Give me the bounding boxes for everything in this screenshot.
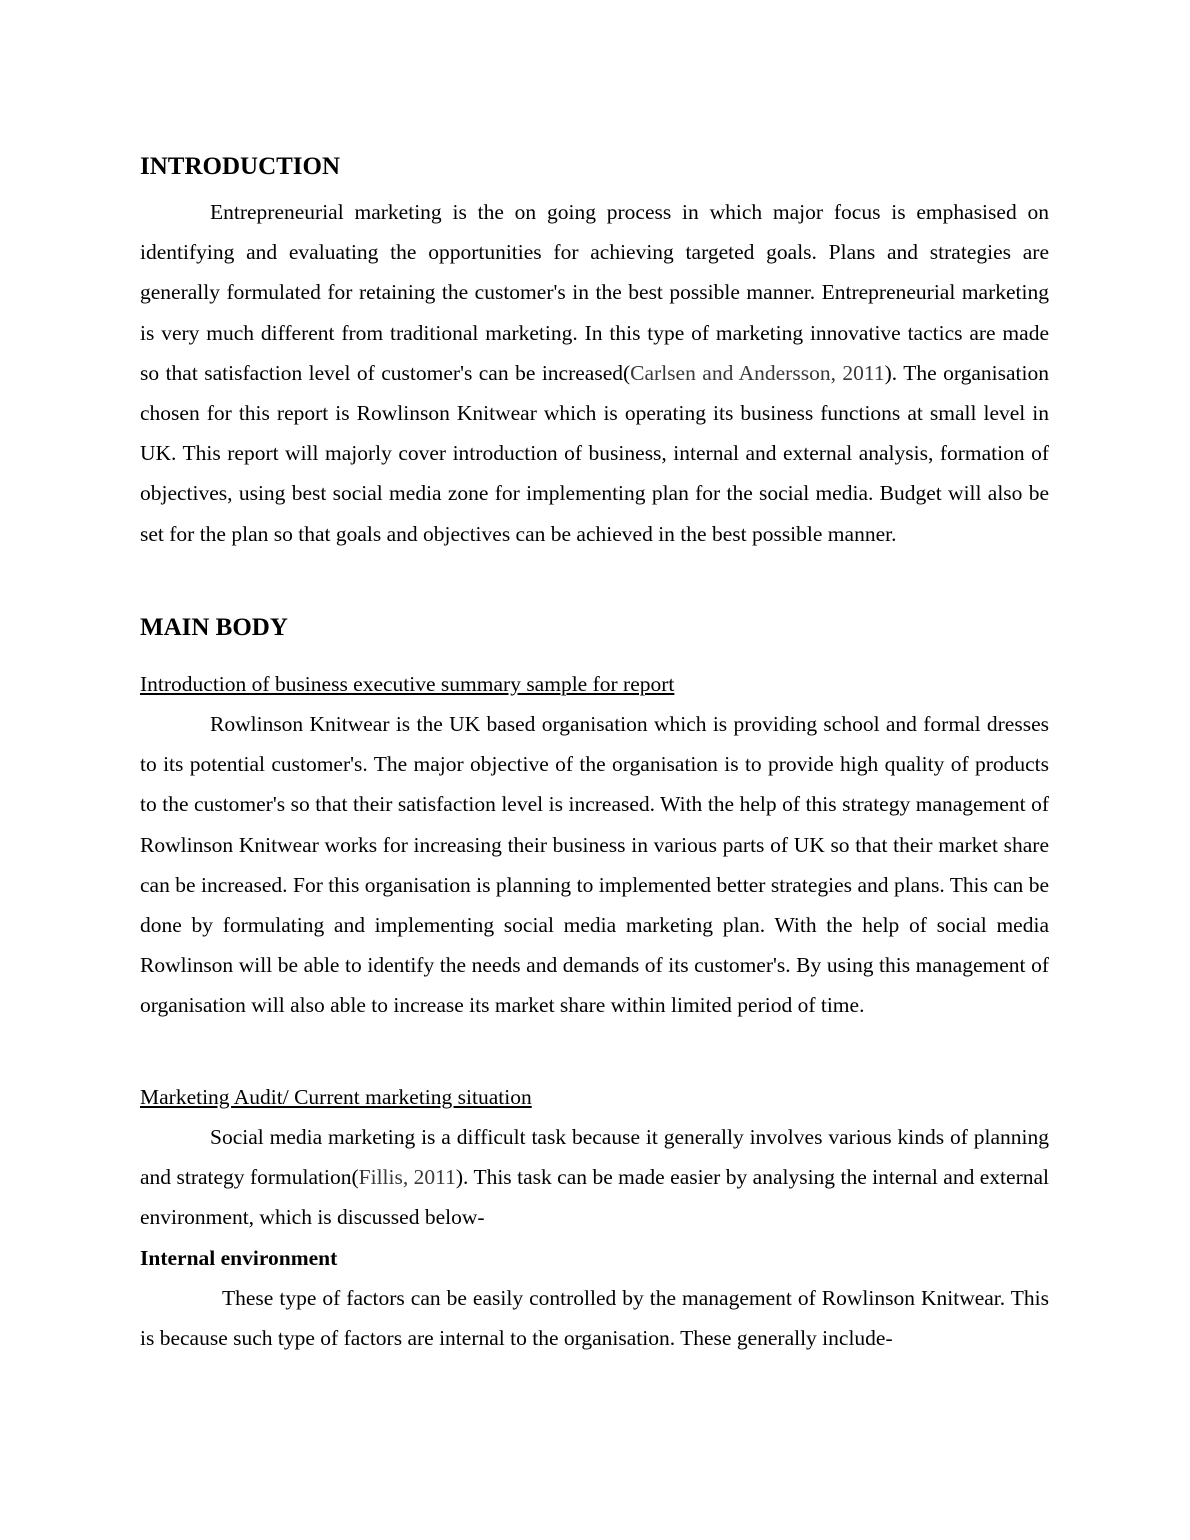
- introduction-paragraph: [140, 192, 1049, 554]
- main-body-heading: MAIN BODY: [140, 614, 288, 641]
- introduction-heading: INTRODUCTION: [140, 153, 341, 180]
- citation-fillis: Fillis, 2011: [358, 1165, 456, 1190]
- internal-environment-paragraph: These type of factors can be easily controlled by the management of Rowlinson Knitwear. This is because such type of factors are internal to the organisation. These generally include-: [140, 1286, 1049, 1351]
- citation-carlsen-andersson: Carlsen and Andersson, 2011: [630, 360, 885, 385]
- exec-summary-subheading: Introduction of business executive summary sample for report: [140, 672, 675, 696]
- introduction-text-part2: ). The organisation chosen for this report is Rowlinson Knitwear which is operating its business functions at small level in UK. This report will majorly cover introduction of business, internal and external analysis, formation of objectives, using best social media zone for implementing plan for the social media. Budget will also be set for the plan so that goals and objectives can be achieved in the best possible manner.: [140, 360, 1049, 546]
- audit-text-part1: Social media marketing is a difficult task because it generally involves various kinds of planning and strategy formulation(: [140, 1125, 1049, 1190]
- internal-environment-heading: Internal environment: [140, 1246, 338, 1270]
- marketing-audit-subheading: Marketing Audit/ Current marketing situation: [140, 1085, 532, 1109]
- introduction-text-part1: Entrepreneurial marketing is the on going process in which major focus is emphasised on identifying and evaluating the opportunities for achieving targeted goals. Plans and strategies are generally formulated for retaining the customer's in the best possible manner. Entrepreneurial marketing is very much different from traditional marketing. In this type of marketing innovative tactics are made so that satisfaction level of customer's can be increased(: [140, 200, 1049, 385]
- marketing-audit-paragraph: [140, 1117, 1049, 1238]
- audit-text-part2: ). This task can be made easier by analysing the internal and external environment, which is discussed below-: [140, 1165, 1049, 1230]
- exec-summary-paragraph: Rowlinson Knitwear is the UK based organisation which is providing school and formal dresses to its potential customer's. The major objective of the organisation is to provide high quality of products to the customer's so that their satisfaction level is increased. With the help of this strategy management of Rowlinson Knitwear works for increasing their business in various parts of UK so that their market share can be increased. For this organisation is planning to implemented better strategies and plans. This can be done by formulating and implementing social media marketing plan. With the help of social media Rowlinson will be able to identify the needs and demands of its customer's. By using this management of organisation will also able to increase its market share within limited period of time.: [140, 712, 1049, 1018]
